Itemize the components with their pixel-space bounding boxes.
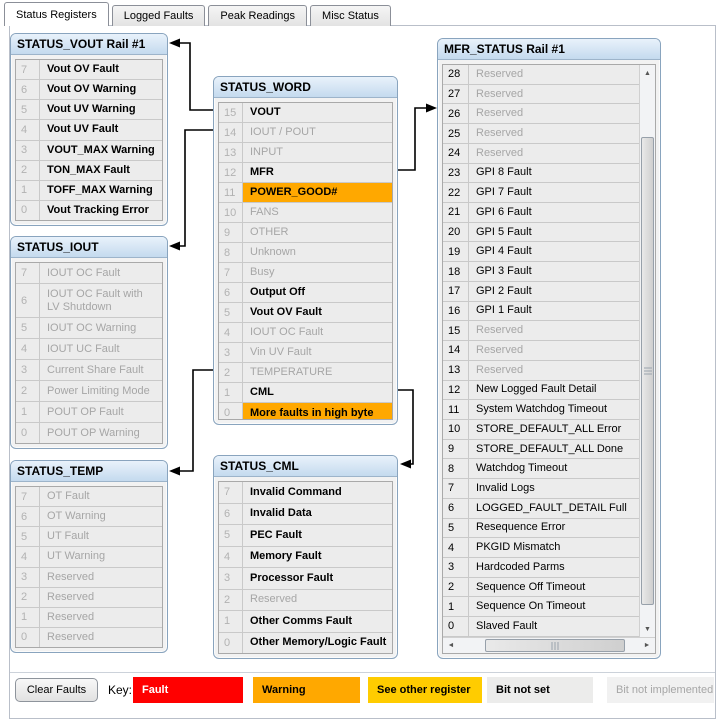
bit-label: Vout OV Fault [47,63,119,76]
bit-label: Reserved [47,570,95,583]
bit-number: 3 [219,343,243,362]
bit-number: 3 [16,141,40,160]
bit-number: 25 [443,124,469,143]
bit-number: 11 [219,183,243,202]
bit-number: 1 [16,608,40,627]
bit-label: Output Off [250,286,305,298]
status-word-bit-list [218,102,393,420]
bit-row [16,628,162,647]
key-swatch-not_impl: Bit not implemented [607,677,714,703]
horizontal-scrollbar[interactable] [443,637,655,653]
bit-label: IOUT OC Fault [47,266,121,279]
bit-number: 0 [16,201,40,220]
bit-label: Slaved Fault [476,619,538,632]
bit-number: 11 [443,400,469,419]
bit-number: 7 [219,482,243,503]
bit-row [219,611,392,633]
bit-row [443,617,639,637]
status-temp-title: STATUS_TEMP [11,461,167,482]
bit-row [443,183,639,203]
bit-number: 3 [219,568,243,589]
bit-row [16,547,162,567]
bit-label: TON_MAX Fault [47,163,130,176]
bit-row [219,482,392,504]
bit-row [16,80,162,100]
bit-number: 24 [443,144,469,163]
key-label: Key: [108,683,133,697]
bit-row [443,282,639,302]
bit-row [16,100,162,120]
bit-label: Invalid Data [250,507,312,520]
bit-label: GPI 3 Fault [476,265,532,278]
bit-row [443,144,639,164]
bit-label: GPI 2 Fault [476,284,532,297]
bit-label: GPI 7 Fault [476,186,532,199]
bit-label: Resequence Error [476,521,566,534]
bit-label: VOUT_MAX Warning [47,143,155,156]
bit-number: 4 [16,339,40,359]
bit-number: 6 [443,499,469,518]
bit-label: Reserved [47,610,95,623]
bit-number: 5 [16,318,40,338]
bit-row [16,161,162,181]
bit-number: 1 [443,597,469,616]
bit-label: Reserved [476,87,524,100]
bit-row [219,363,392,383]
bit-row [443,262,639,282]
bit-row [443,164,639,184]
bit-number: 13 [443,361,469,380]
bit-label: Memory Fault [250,550,322,563]
bit-number: 1 [16,402,40,422]
status-cml-title: STATUS_CML [214,456,397,477]
bit-row [219,547,392,569]
bit-label: Reserved [250,593,298,606]
bit-label: POWER_GOOD# [243,183,392,202]
bit-label: PKGID Mismatch [476,541,561,554]
bit-number: 23 [443,164,469,183]
bit-row [443,499,639,519]
bit-number: 27 [443,85,469,104]
status-vout-bit-list [15,59,163,221]
horizontal-scroll-track[interactable] [459,638,639,653]
bit-row [443,597,639,617]
bit-label: Invalid Logs [476,481,535,494]
bit-label: GPI 6 Fault [476,205,532,218]
bit-label: Processor Fault [250,571,334,584]
bit-row [16,141,162,161]
bit-label: Unknown [250,246,296,258]
horizontal-scroll-thumb[interactable] [485,639,625,652]
bit-row [16,588,162,608]
bit-row [443,124,639,144]
bit-number: 2 [16,161,40,180]
bit-number: 22 [443,183,469,202]
bit-number: 20 [443,223,469,242]
bit-number: 10 [219,203,243,222]
bit-label: STORE_DEFAULT_ALL Error [476,422,622,435]
bit-label: System Watchdog Timeout [476,403,608,416]
vertical-scroll-thumb[interactable] [641,137,654,605]
status-temp-bit-list [15,486,163,648]
bit-number: 6 [219,504,243,525]
bit-row [16,360,162,381]
bit-number: 4 [443,538,469,557]
bit-number: 5 [16,100,40,119]
bit-label: Vin UV Fault [250,346,312,358]
bit-label: Vout UV Fault [47,123,119,136]
bit-number: 15 [219,103,243,122]
bit-number: 2 [16,381,40,401]
status-cml-panel [213,455,398,659]
tab-logged-faults[interactable]: Logged Faults [112,5,206,26]
mfr-status-panel [437,38,661,659]
bit-number: 19 [443,242,469,261]
bit-number: 16 [443,302,469,321]
bit-row [16,507,162,527]
bit-number: 7 [219,263,243,282]
bit-label: CML [250,386,274,398]
bit-row [443,420,639,440]
bit-row [219,383,392,403]
bit-number: 21 [443,203,469,222]
bit-label: IOUT UC Fault [47,342,120,355]
bit-label: Hardcoded Parms [476,560,565,573]
bit-row [443,65,639,85]
bit-number: 12 [443,381,469,400]
bit-row [443,519,639,539]
bit-label: MFR [250,166,274,178]
bit-row [443,223,639,243]
bit-row [16,402,162,423]
bit-row [16,568,162,588]
bit-row [16,608,162,628]
key-swatch-fault: Fault [133,677,243,703]
bit-row [219,568,392,590]
vertical-scroll-track[interactable] [640,81,655,621]
bit-label: Busy [250,266,275,278]
bit-row [443,479,639,499]
bit-row [219,283,392,303]
bit-number: 10 [443,420,469,439]
bit-number: 6 [16,284,40,317]
bit-number: 1 [16,181,40,200]
status-iout-bit-list [15,262,163,444]
bit-number: 8 [219,243,243,262]
bit-row [16,318,162,339]
bit-number: 2 [16,588,40,607]
bit-label: Invalid Command [250,485,342,498]
bit-label: Watchdog Timeout [476,462,568,475]
scroll-down-icon[interactable]: ▼ [640,621,655,637]
bit-label: Sequence On Timeout [476,600,586,613]
bit-row [219,243,392,263]
bit-label: Vout OV Warning [47,83,137,96]
bit-label: Vout Tracking Error [47,203,149,216]
bit-number: 9 [443,440,469,459]
bit-number: 7 [16,487,40,506]
bit-label: Reserved [476,343,524,356]
scroll-left-icon[interactable]: ◄ [443,638,459,653]
status-word-panel [213,76,398,425]
status-iout-title: STATUS_IOUT [11,237,167,258]
bit-label: UT Fault [47,530,89,543]
bit-number: 8 [443,459,469,478]
mfr-status-title: MFR_STATUS Rail #1 [438,39,660,60]
mfr-status-list-wrap [442,64,656,654]
key-swatch-warning: Warning [253,677,360,703]
bit-row [219,183,392,203]
status-temp-panel [10,460,168,653]
bit-label: IOUT OC Fault [250,326,324,338]
bit-row [443,578,639,598]
bit-number: 13 [219,143,243,162]
bit-label: OT Warning [47,510,106,523]
bit-number: 15 [443,321,469,340]
bit-number: 6 [16,507,40,526]
bit-label: Current Share Fault [47,363,144,376]
bit-label: Reserved [476,324,524,337]
bit-number: 2 [219,363,243,382]
bit-label: FANS [250,206,279,218]
bit-row [16,527,162,547]
bit-row [219,590,392,612]
bit-label: VOUT [250,106,281,118]
bit-number: 4 [16,547,40,566]
bit-label: Reserved [476,127,524,140]
bit-row [443,558,639,578]
bit-number: 7 [16,263,40,283]
bit-label: Reserved [476,146,524,159]
bit-number: 1 [219,383,243,402]
bit-label: Other Comms Fault [250,614,353,627]
bit-row [16,60,162,80]
bit-row [443,302,639,322]
bit-row [16,487,162,507]
bit-row [16,423,162,443]
clear-faults-button[interactable]: Clear Faults [15,678,98,702]
scroll-up-icon[interactable]: ▲ [640,65,655,81]
bit-row [443,85,639,105]
tab-bar [4,2,391,26]
bit-label: GPI 8 Fault [476,166,532,179]
bit-row [219,263,392,283]
tab-status-registers[interactable]: Status Registers [4,2,109,26]
bit-row [219,163,392,183]
bit-row [443,400,639,420]
scroll-right-icon[interactable]: ► [639,638,655,653]
bit-number: 18 [443,262,469,281]
bit-number: 28 [443,65,469,84]
tab-misc-status[interactable]: Misc Status [310,5,391,26]
bit-row [219,504,392,526]
bit-label: More faults in high byte [243,403,392,420]
bit-number: 26 [443,104,469,123]
bit-row [219,403,392,420]
bit-row [443,361,639,381]
bit-label: TEMPERATURE [250,366,333,378]
key-swatch-other_register: See other register [368,677,482,703]
bit-label: GPI 4 Fault [476,245,532,258]
bit-row [219,203,392,223]
bit-number: 6 [219,283,243,302]
bit-row [443,321,639,341]
bit-label: Reserved [476,363,524,376]
bit-number: 14 [443,341,469,360]
bit-number: 2 [219,590,243,611]
bit-label: POUT OP Warning [47,426,140,439]
bit-label: Other Memory/Logic Fault [250,636,387,649]
bit-row [16,263,162,284]
bit-row [219,303,392,323]
bit-row [443,381,639,401]
bit-row [443,242,639,262]
status-vout-panel [10,33,168,226]
bit-row [219,223,392,243]
bit-label: Reserved [476,107,524,120]
bit-number: 14 [219,123,243,142]
bit-row [443,104,639,124]
bit-label: LOGGED_FAULT_DETAIL Full [476,501,627,514]
bit-label: GPI 1 Fault [476,304,532,317]
bit-label: IOUT OC Fault with LV Shutdown [47,287,143,313]
bit-row [16,181,162,201]
bit-label: UT Warning [47,550,106,563]
bit-label: TOFF_MAX Warning [47,183,153,196]
status-iout-panel [10,236,168,449]
bit-label: Reserved [47,630,95,643]
tab-peak-readings[interactable]: Peak Readings [208,5,307,26]
bit-number: 5 [16,527,40,546]
bit-number: 2 [443,578,469,597]
footer-bar [10,672,715,718]
bit-row [219,143,392,163]
key-swatch-not_set: Bit not set [487,677,593,703]
bit-number: 17 [443,282,469,301]
bit-label: IOUT OC Warning [47,321,137,334]
bit-row [443,459,639,479]
bit-number: 0 [219,403,243,420]
bit-number: 9 [219,223,243,242]
bit-number: 4 [16,120,40,139]
bit-row [443,440,639,460]
bit-number: 1 [219,611,243,632]
bit-number: 3 [16,568,40,587]
mfr-status-bit-list [443,65,639,637]
bit-label: Power Limiting Mode [47,384,150,397]
bit-number: 3 [16,360,40,380]
bit-label: INPUT [250,146,283,158]
bit-label: PEC Fault [250,528,302,541]
bit-number: 7 [443,479,469,498]
bit-row [219,323,392,343]
bit-row [219,633,392,654]
bit-row [219,123,392,143]
bit-number: 0 [219,633,243,654]
bit-row [16,201,162,220]
vertical-scrollbar[interactable] [639,65,655,637]
bit-label: Vout UV Warning [47,103,136,116]
status-word-title: STATUS_WORD [214,77,397,98]
bit-row [16,381,162,402]
bit-label: IOUT / POUT [250,126,316,138]
status-registers-page [9,25,716,719]
bit-row [443,203,639,223]
bit-number: 7 [16,60,40,79]
bit-row [219,103,392,123]
bit-label: Reserved [476,67,524,80]
bit-label: Vout OV Fault [250,306,322,318]
bit-row [16,120,162,140]
bit-label: Reserved [47,590,95,603]
bit-number: 5 [219,303,243,322]
bit-label: OTHER [250,226,289,238]
bit-number: 4 [219,323,243,342]
bit-label: GPI 5 Fault [476,225,532,238]
bit-row [16,284,162,318]
bit-label: STORE_DEFAULT_ALL Done [476,442,624,455]
bit-label: OT Fault [47,490,90,503]
bit-number: 5 [443,519,469,538]
bit-row [219,343,392,363]
bit-number: 0 [16,628,40,647]
status-vout-title: STATUS_VOUT Rail #1 [11,34,167,55]
bit-label: New Logged Fault Detail [476,383,597,396]
bit-number: 12 [219,163,243,182]
bit-label: POUT OP Fault [47,405,124,418]
bit-number: 0 [443,617,469,636]
bit-row [443,538,639,558]
bit-number: 5 [219,525,243,546]
bit-number: 6 [16,80,40,99]
bit-number: 4 [219,547,243,568]
bit-label: Sequence Off Timeout [476,580,586,593]
bit-number: 0 [16,423,40,443]
bit-number: 3 [443,558,469,577]
bit-row [16,339,162,360]
status-cml-bit-list [218,481,393,654]
bit-row [219,525,392,547]
bit-row [443,341,639,361]
